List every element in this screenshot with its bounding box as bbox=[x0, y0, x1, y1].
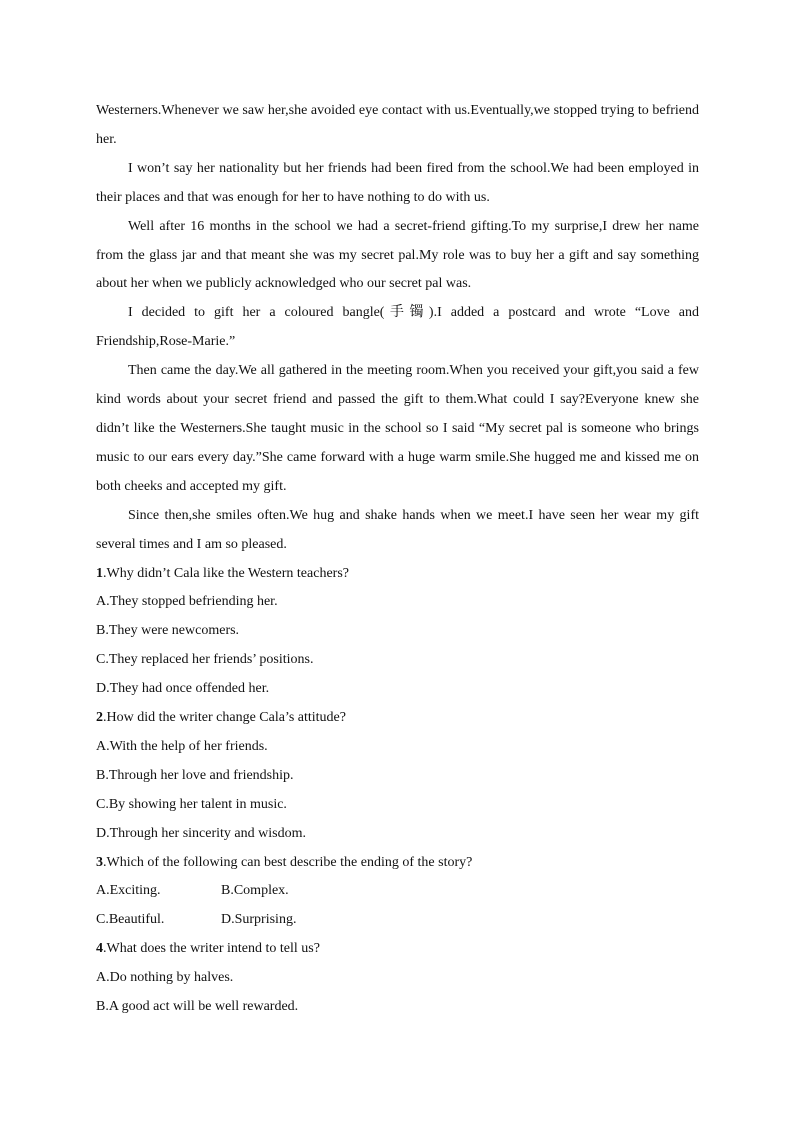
question-3 bbox=[96, 849, 699, 936]
passage-paragraph-4: I decided to gift her a coloured bangle(手镯).I added a postcard and wrote “Love and Friendship,Rose-Marie.” bbox=[96, 305, 699, 350]
question-1-option-d: D.They had once offended her. bbox=[96, 681, 270, 697]
question-text: .What does the writer intend to tell us? bbox=[103, 941, 320, 957]
question-1 bbox=[96, 560, 699, 705]
question-text: .Why didn’t Cala like the Western teachers? bbox=[103, 565, 349, 581]
question-4-option-a: A.Do nothing by halves. bbox=[96, 970, 234, 986]
passage-paragraph-6: Since then,she smiles often.We hug and shake hands when we meet.I have seen her wear my gift several times and I am so pleased. bbox=[96, 507, 699, 552]
question-text: .How did the writer change Cala’s attitude? bbox=[103, 710, 346, 726]
question-1-option-b: B.They were newcomers. bbox=[96, 623, 240, 639]
question-4 bbox=[96, 935, 699, 1022]
question-number: 4 bbox=[96, 941, 103, 957]
passage-paragraph-2: I won’t say her nationality but her friends had been fired from the school.We had been employed in their places and that was enough for her to have nothing to do with us. bbox=[96, 160, 699, 205]
question-2-stem bbox=[96, 704, 699, 733]
question-4-stem bbox=[96, 935, 699, 964]
question-number: 2 bbox=[96, 710, 103, 726]
question-2 bbox=[96, 704, 699, 849]
question-2-option-c: C.By showing her talent in music. bbox=[96, 796, 287, 812]
question-4-option-b: B.A good act will be well rewarded. bbox=[96, 999, 299, 1015]
question-number: 3 bbox=[96, 854, 103, 870]
question-2-option-a: A.With the help of her friends. bbox=[96, 738, 268, 754]
passage-paragraph-1: Westerners.Whenever we saw her,she avoided eye contact with us.Eventually,we stopped trying to befriend her. bbox=[96, 103, 699, 147]
passage-paragraph-3: Well after 16 months in the school we had a secret-friend gifting.To my surprise,I drew her name from the glass jar and that meant she was my secret pal.My role was to buy her a gift and say something about her when we publicly acknowledged who our secret pal was. bbox=[96, 218, 699, 292]
question-3-option-b: B.Complex. bbox=[221, 883, 289, 899]
passage-paragraph-5: Then came the day.We all gathered in the meeting room.When you received your gift,you said a few kind words about your secret friend and passed the gift to them.What could I say?Everyone knew she didn’t like the Westerners.She taught music in the school so I said “My secret pal is someone who brings music to our ears every day.”She came forward with a huge warm smile.She hugged me and kissed me on both cheeks and accepted my gift. bbox=[96, 363, 699, 494]
question-3-stem bbox=[96, 849, 699, 878]
question-3-option-c: C.Beautiful. bbox=[96, 912, 165, 928]
question-2-option-d: D.Through her sincerity and wisdom. bbox=[96, 825, 306, 841]
question-1-option-c: C.They replaced her friends’ positions. bbox=[96, 652, 314, 668]
question-3-options-row-2 bbox=[96, 906, 699, 935]
question-text: .Which of the following can best describe the ending of the story? bbox=[103, 854, 473, 870]
question-2-option-b: B.Through her love and friendship. bbox=[96, 767, 294, 783]
question-1-stem bbox=[96, 560, 699, 589]
question-3-option-d: D.Surprising. bbox=[221, 912, 297, 928]
document-page bbox=[96, 97, 699, 1022]
question-3-option-a: A.Exciting. bbox=[96, 883, 161, 899]
question-number: 1 bbox=[96, 565, 103, 581]
question-1-option-a: A.They stopped befriending her. bbox=[96, 594, 278, 610]
question-3-options-row-1 bbox=[96, 877, 699, 906]
